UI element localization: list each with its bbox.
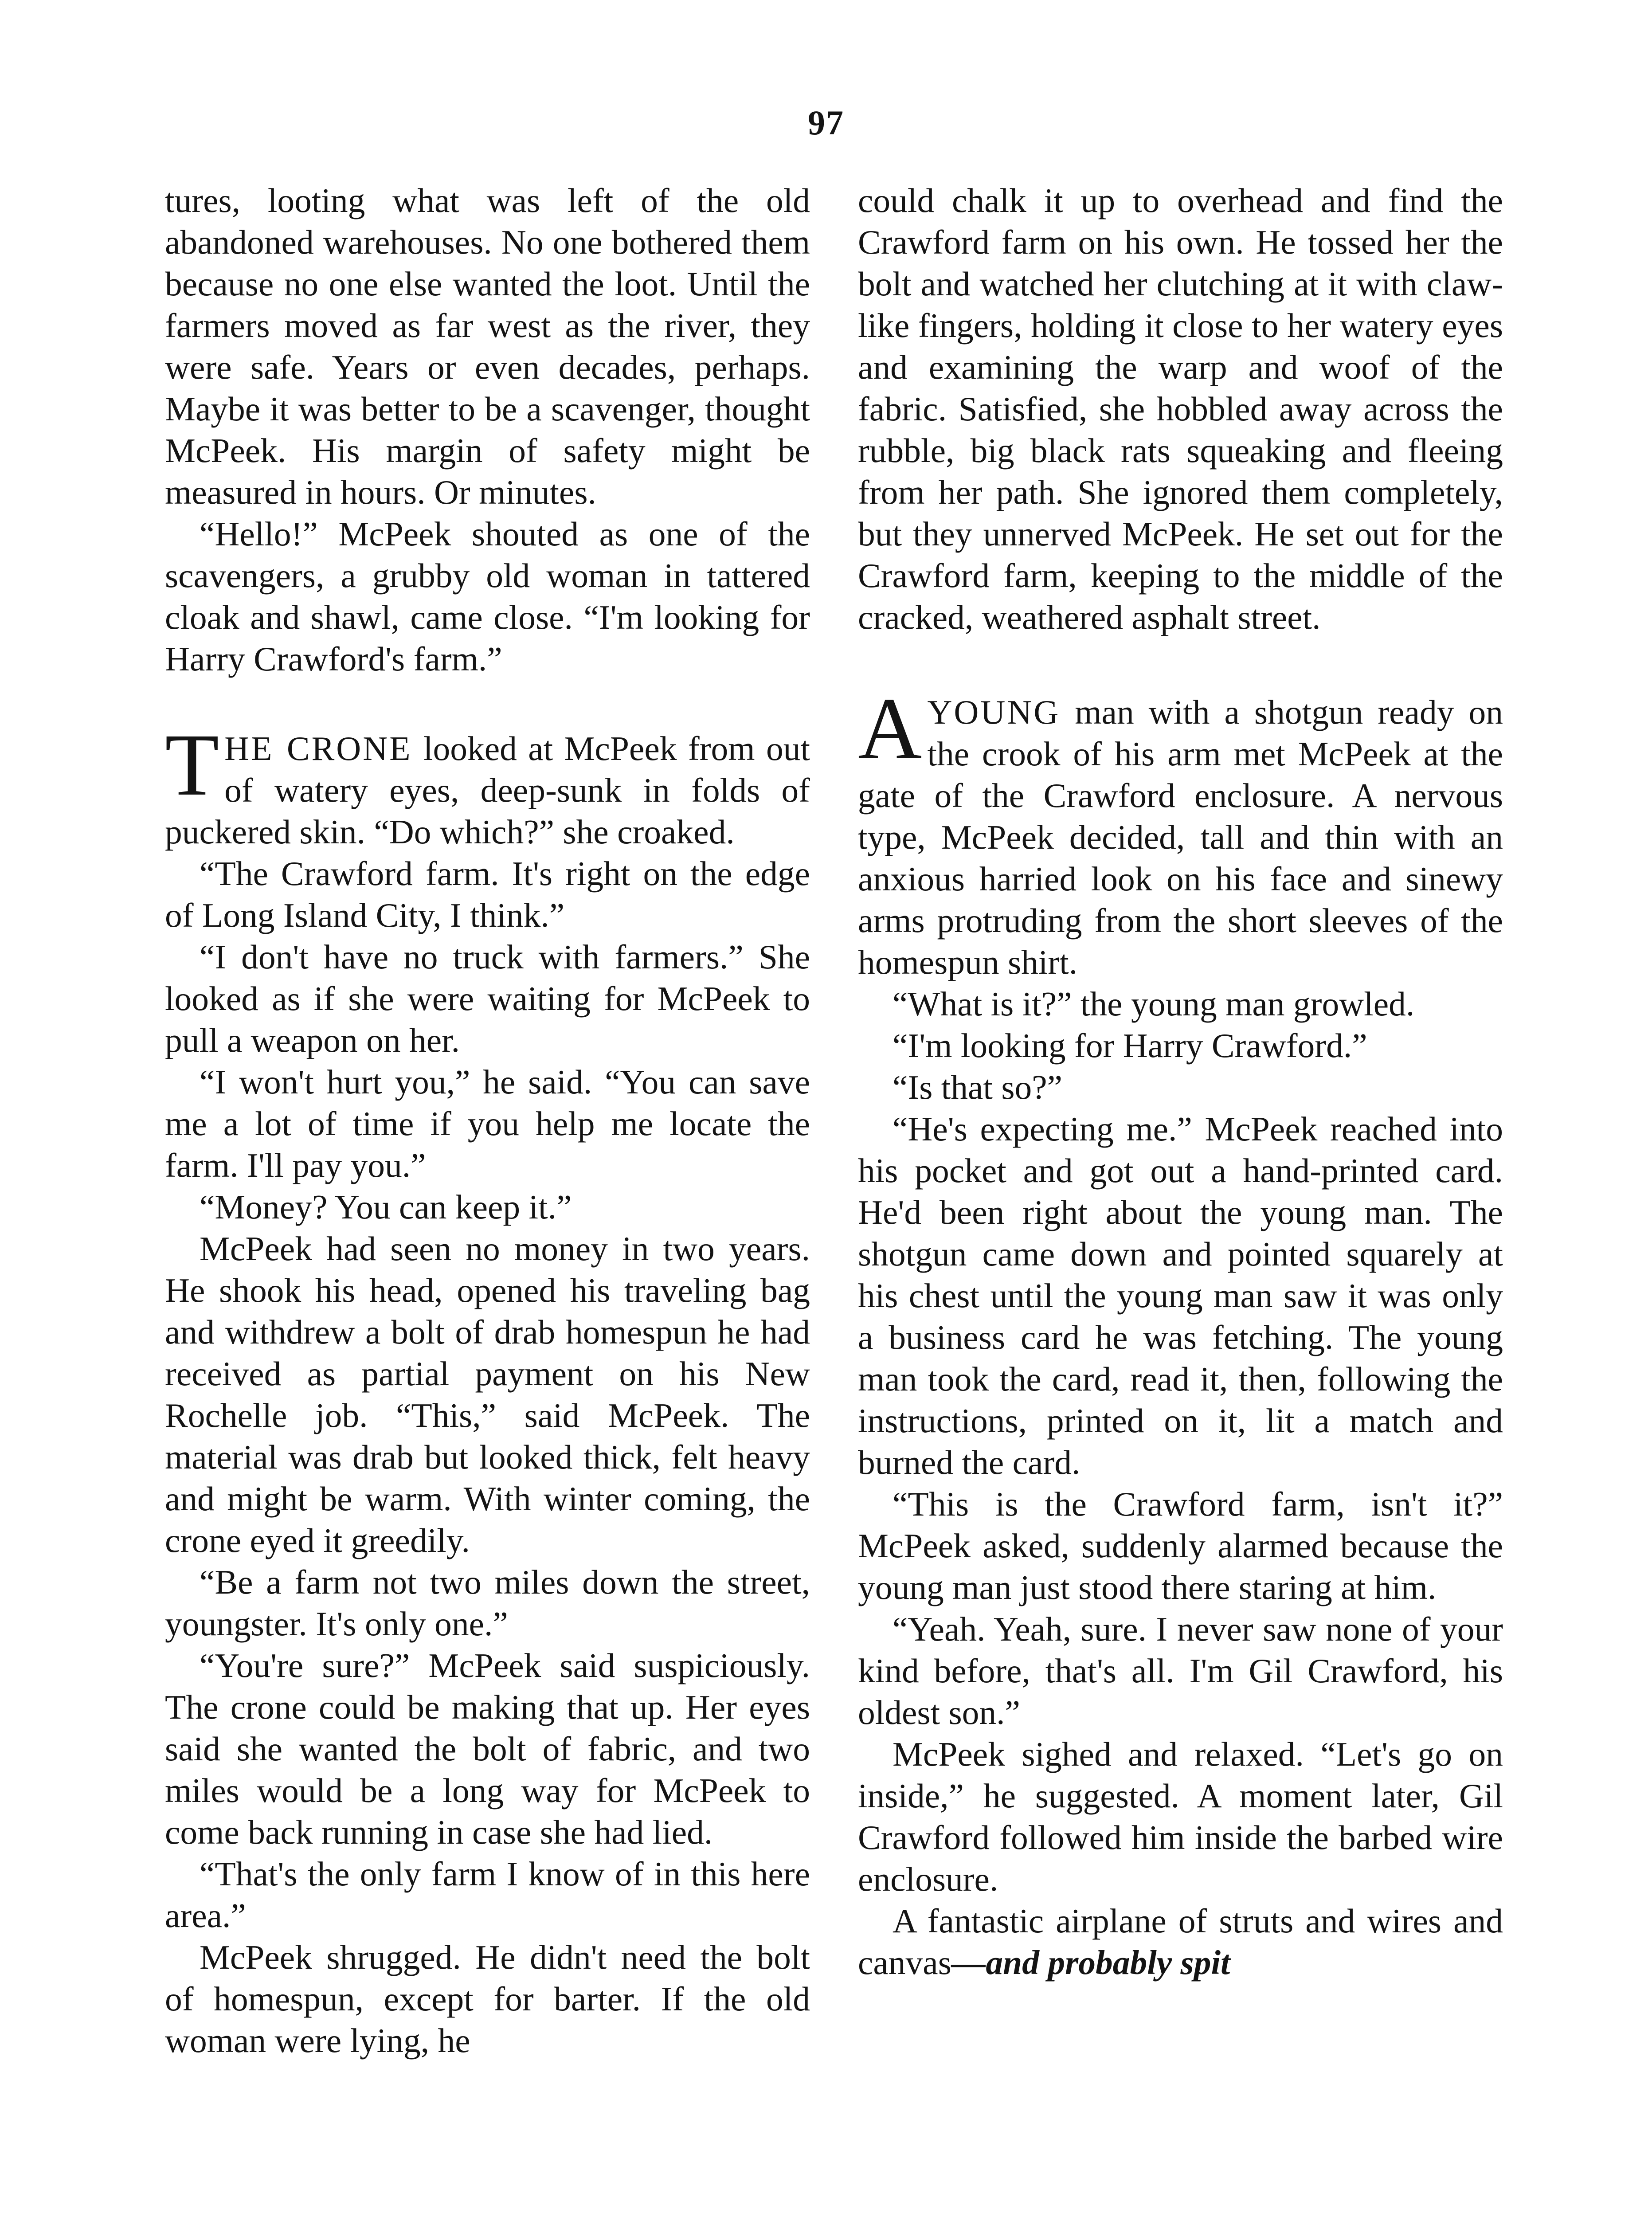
left-paragraph-3 xyxy=(165,716,810,853)
left-paragraph-7: “Money? You can keep it.” xyxy=(200,1188,572,1226)
drop-cap-t: T xyxy=(165,716,219,814)
left-column xyxy=(165,180,810,2061)
right-paragraph-5: “Is that so?” xyxy=(893,1068,1063,1106)
italic-continuation: —and probably spit xyxy=(951,1943,1230,1982)
paragraph-text: man with a shotgun ready on the crook of his arm met McPeek at the gate of the Crawford enclosure. A nervous type, McPeek decided, tall and thin with an anxious harried look on his face and sinewy arms protruding from the short sleeves of the homespun shirt. xyxy=(858,693,1503,981)
right-paragraph-7: “This is the Crawford farm, isn't it?” McPeek asked, suddenly alarmed because the young man just stood there staring at him. xyxy=(858,1485,1503,1606)
left-paragraph-9: “Be a farm not two miles down the street, youngster. It's only one.” xyxy=(165,1563,810,1643)
right-paragraph-3: “What is it?” the young man growled. xyxy=(893,985,1415,1023)
right-paragraph-1: could chalk it up to overhead and find the Crawford farm on his own. He tossed her the bolt and watched her clutching at it with claw-like fingers, holding it close to her watery eyes and examining the warp and woof of the fabric. Satisfied, she hobbled away across the rubble, big black rats squeaking and fleeing from her path. She ignored them completely, but they unnerved McPeek. He set out for the Crawford farm, keeping to the middle of the cracked, weathered asphalt street. xyxy=(858,181,1503,636)
left-paragraph-11: “That's the only farm I know of in this here area.” xyxy=(165,1855,810,1935)
small-caps-lead: HE CRONE xyxy=(224,729,412,768)
paragraph-text: looked at McPeek from out of watery eyes, deep-sunk in folds of puckered skin. “Do which?” she croaked. xyxy=(165,729,810,851)
page-number: 97 xyxy=(808,103,844,142)
right-paragraph-10 xyxy=(858,1900,1503,1983)
left-paragraph-2: “Hello!” McPeek shouted as one of the scavengers, a grubby old woman in tattered cloak and shawl, came close. “I'm looking for Harry Crawford's farm.” xyxy=(165,515,810,678)
right-column xyxy=(858,180,1503,1983)
left-paragraph-6: “I won't hurt you,” he said. “You can save me a lot of time if you help me locate the farm. I'll pay you.” xyxy=(165,1063,810,1184)
left-paragraph-12: McPeek shrugged. He didn't need the bolt of homespun, except for barter. If the old woman were lying, he xyxy=(165,1938,810,2060)
section-break xyxy=(165,680,810,728)
left-paragraph-10: “You're sure?” McPeek said suspiciously. The crone could be making that up. Her eyes said she wanted the bolt of fabric, and two miles would be a long way for McPeek to come back running in case she had lied. xyxy=(165,1646,810,1851)
small-caps-lead: YOUNG xyxy=(927,693,1061,731)
right-paragraph-6: “He's expecting me.” McPeek reached into his pocket and got out a hand-printed card. He'd been right about the young man. The shotgun came down and pointed squarely at his chest until the young man saw it was only a business card he was fetching. The young man took the card, read it, then, following the instructions, printed on it, lit a match and burned the card. xyxy=(858,1110,1503,1481)
left-paragraph-5: “I don't have no truck with farmers.” She looked as if she were waiting for McPeek to pull a weapon on her. xyxy=(165,938,810,1059)
right-paragraph-9: McPeek sighed and relaxed. “Let's go on inside,” he suggested. A moment later, Gil Crawford followed him inside the barbed wire enclosure. xyxy=(858,1735,1503,1898)
right-paragraph-2 xyxy=(858,680,1503,983)
left-paragraph-1: tures, looting what was left of the old abandoned warehouses. No one bothered them because no one else wanted the loot. Until the farmers moved as far west as the river, they were safe. Years or even decades, perhaps. Maybe it was better to be a scavenger, thought McPeek. His margin of safety might be measured in hours. Or minutes. xyxy=(165,181,810,511)
paragraph-text: A fantastic airplane of struts and wires and canvas xyxy=(858,1902,1503,1982)
left-paragraph-4: “The Crawford farm. It's right on the edge of Long Island City, I think.” xyxy=(165,854,810,934)
right-paragraph-4: “I'm looking for Harry Crawford.” xyxy=(893,1026,1367,1065)
right-paragraph-8: “Yeah. Yeah, sure. I never saw none of your kind before, that's all. I'm Gil Crawford, his oldest son.” xyxy=(858,1610,1503,1731)
left-paragraph-8: McPeek had seen no money in two years. He shook his head, opened his traveling bag and withdrew a bolt of drab homespun he had received as partial payment on his New Rochelle job. “This,” said McPeek. The material was drab but looked thick, felt heavy and might be warm. With winter coming, the crone eyed it greedily. xyxy=(165,1230,810,1559)
section-break xyxy=(858,638,1503,691)
drop-cap-a: A xyxy=(858,680,922,778)
